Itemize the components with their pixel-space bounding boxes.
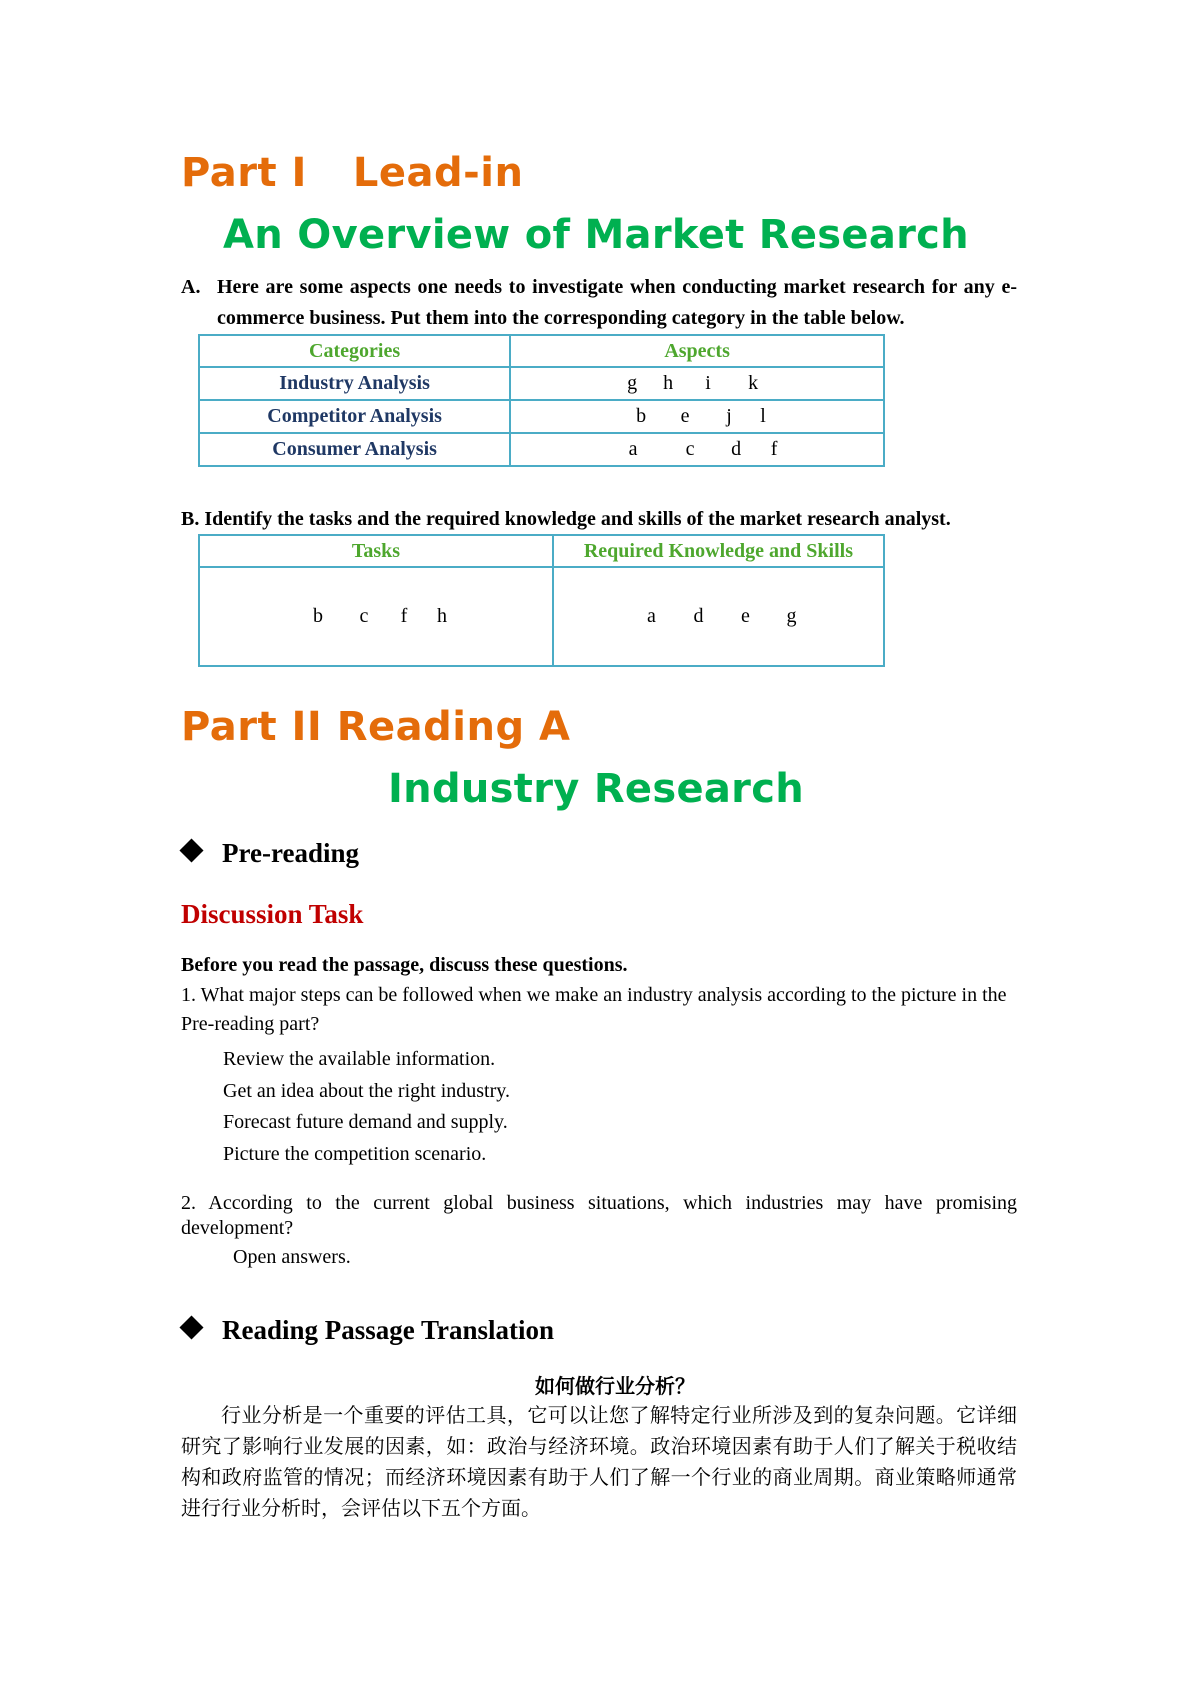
q1-answers bbox=[223, 1044, 510, 1170]
aspect-letter: b bbox=[636, 405, 647, 427]
task-letter: h bbox=[436, 605, 447, 627]
translation-heading bbox=[183, 1315, 554, 1346]
part2-title: Part II Reading A bbox=[181, 704, 571, 750]
chinese-title: 如何做行业分析？ bbox=[535, 1374, 695, 1398]
aspects-cell bbox=[510, 433, 884, 466]
chinese-paragraph: 行业分析是一个重要的评估工具，它可以让您了解特定行业所涉及到的复杂问题。它详细研究了影响行业发展的因素，如：政治与经济环境。政治环境因素有助于人们了解关于税收结构和政府监管的情况；而经济环境因素有助于人们了解一个行业的商业周期。商业策略师通常进行行业分析时，会评估以下五个方面。 bbox=[181, 1403, 1017, 1520]
skill-letter: d bbox=[693, 605, 704, 627]
task-letter: c bbox=[359, 605, 369, 627]
aspect-letter: a bbox=[628, 438, 638, 460]
discussion-task-heading: Discussion Task bbox=[181, 899, 364, 929]
skills-cell bbox=[553, 567, 884, 666]
diamond-bullet-icon bbox=[179, 838, 203, 862]
aspect-letter: e bbox=[680, 405, 690, 427]
task-letter: b bbox=[312, 605, 323, 627]
skill-letter: g bbox=[786, 605, 797, 627]
section-a-instruction bbox=[181, 272, 1017, 334]
diamond-bullet-icon bbox=[179, 1315, 203, 1339]
question-2: 2. According to the current global business situations, which industries may have promising development? bbox=[181, 1192, 1017, 1239]
categories-table bbox=[198, 334, 885, 467]
category-cell: Competitor Analysis bbox=[199, 400, 510, 433]
aspect-letter: j bbox=[726, 405, 732, 427]
table-row bbox=[199, 367, 884, 400]
aspect-letter: l bbox=[760, 405, 766, 427]
aspect-letter: k bbox=[748, 372, 759, 394]
section-a-label: A. bbox=[181, 276, 201, 298]
header-aspects: Aspects bbox=[510, 335, 884, 367]
part1-subtitle: An Overview of Market Research bbox=[223, 212, 969, 258]
aspect-letter: f bbox=[770, 438, 778, 460]
translation-heading-text: Reading Passage Translation bbox=[222, 1315, 555, 1345]
discussion-intro: Before you read the passage, discuss these questions. bbox=[181, 954, 628, 976]
table-row bbox=[199, 400, 884, 433]
header-skills: Required Knowledge and Skills bbox=[553, 535, 884, 567]
task-letter: f bbox=[400, 605, 408, 627]
q1-answer: Forecast future demand and supply. bbox=[223, 1111, 508, 1133]
section-b-instruction: B. Identify the tasks and the required knowledge and skills of the market research analyst. bbox=[181, 508, 951, 530]
aspects-cell bbox=[510, 367, 884, 400]
aspects-cell bbox=[510, 400, 884, 433]
table-row bbox=[199, 567, 884, 666]
aspect-letter: i bbox=[705, 372, 711, 394]
q2-answer: Open answers. bbox=[233, 1246, 351, 1268]
header-categories: Categories bbox=[199, 335, 510, 367]
aspect-letter: h bbox=[663, 372, 674, 394]
skill-letter: e bbox=[740, 605, 750, 627]
table-header-row bbox=[199, 335, 884, 367]
skill-letter: a bbox=[646, 605, 656, 627]
aspect-letter: c bbox=[685, 438, 695, 460]
part1-title-left: Part I bbox=[181, 150, 307, 196]
part1-title bbox=[181, 150, 523, 196]
q1-answer: Get an idea about the right industry. bbox=[223, 1079, 510, 1102]
table-header-row bbox=[199, 535, 884, 567]
prereading-heading bbox=[183, 838, 359, 869]
question-1: 1. What major steps can be followed when we make an industry analysis according to the picture in the Pre-reading part? bbox=[181, 984, 1007, 1035]
prereading-heading-text: Pre-reading bbox=[222, 838, 359, 868]
aspect-letter: g bbox=[627, 372, 638, 394]
section-a-text: Here are some aspects one needs to investigate when conducting market research for any e-commerce business. Put them into the corresponding category in the table below. bbox=[217, 276, 1017, 329]
part1-title-right: Lead-in bbox=[352, 150, 524, 196]
category-cell: Industry Analysis bbox=[199, 367, 510, 400]
aspect-letter: d bbox=[731, 438, 742, 460]
q1-answer: Picture the competition scenario. bbox=[223, 1142, 487, 1165]
q1-answer: Review the available information. bbox=[223, 1048, 496, 1070]
tasks-cell bbox=[199, 567, 553, 666]
category-cell: Consumer Analysis bbox=[199, 433, 510, 466]
tasks-table bbox=[198, 534, 885, 667]
header-tasks: Tasks bbox=[199, 535, 553, 567]
table-row bbox=[199, 433, 884, 466]
part2-subtitle: Industry Research bbox=[388, 766, 804, 812]
